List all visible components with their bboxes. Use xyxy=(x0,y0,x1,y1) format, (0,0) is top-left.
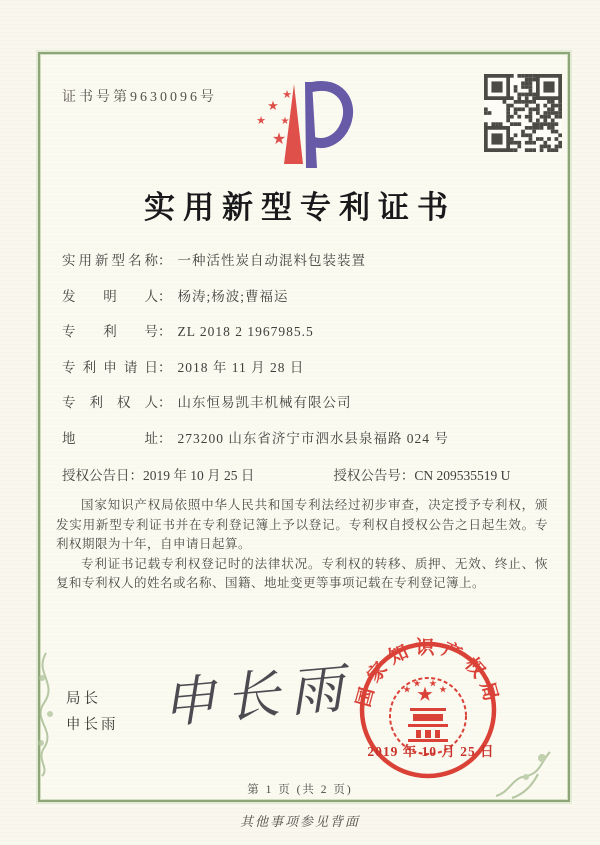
certificate-title: 实用新型专利证书 xyxy=(144,190,456,225)
seal-date: 2019 年 10 月 25 日 xyxy=(367,744,495,759)
svg-text:★: ★ xyxy=(280,116,290,127)
field-value: 杨涛;杨波;曹福运 xyxy=(177,288,289,304)
svg-text:★: ★ xyxy=(413,679,427,688)
field-colon: ： xyxy=(158,288,172,304)
official-seal-icon xyxy=(352,634,504,786)
field-label: 地址 xyxy=(62,430,158,446)
grant-number xyxy=(333,468,510,483)
field-utility-model-name xyxy=(62,250,542,286)
signer-block xyxy=(66,686,119,738)
grant-date xyxy=(62,464,330,484)
field-value: 2018 年 11 月 28 日 xyxy=(177,359,305,375)
field-label: 实用新型名称 xyxy=(62,253,158,268)
grant-number-label: 授权公告号 xyxy=(333,468,401,483)
svg-text:★: ★ xyxy=(271,131,287,148)
field-colon: ： xyxy=(400,468,415,483)
signature-handwriting: 申长雨 xyxy=(159,657,356,735)
cnipa-patent-logo-icon xyxy=(237,74,355,186)
svg-text:★: ★ xyxy=(429,679,443,688)
field-patentee xyxy=(62,392,542,428)
field-label: 专利权人 xyxy=(62,395,158,410)
field-patent-number xyxy=(62,321,542,357)
svg-text:★: ★ xyxy=(439,685,453,694)
field-colon: ： xyxy=(158,430,172,446)
back-side-note: 其他事项参见背面 xyxy=(239,814,360,829)
svg-text:★: ★ xyxy=(403,685,417,694)
seal-ring-text: 国家知识产权局 xyxy=(353,637,503,710)
certificate-number: 证书号第9630096号 xyxy=(62,90,217,105)
field-filing-date xyxy=(62,357,542,393)
svg-text:★: ★ xyxy=(256,115,266,127)
field-label: 专利号 xyxy=(62,324,158,339)
svg-text:★: ★ xyxy=(282,89,292,101)
field-label: 发明人 xyxy=(62,288,158,304)
svg-text:★: ★ xyxy=(417,685,439,704)
grant-date-value: 2019 年 10 月 25 日 xyxy=(143,468,255,483)
svg-text:★: ★ xyxy=(267,98,279,113)
field-colon: ： xyxy=(158,253,172,268)
certificate-fields xyxy=(62,250,542,463)
field-value: 273200 山东省济宁市泗水县泉福路 024 号 xyxy=(177,430,449,446)
paragraph-2: 专利证书记载专利权登记时的法律状况。专利权的转移、质押、无效、终止、恢复和专利权人的姓名或名称、国籍、地址变更等事项记载在专利登记簿上。 xyxy=(56,556,548,590)
field-address xyxy=(62,428,542,464)
legal-paragraphs xyxy=(56,496,548,594)
field-value: 一种活性炭自动混料包装装置 xyxy=(177,253,366,268)
field-colon: ： xyxy=(158,324,172,339)
grant-number-value: CN 209535519 U xyxy=(414,468,511,483)
signer-title: 局长 xyxy=(66,691,101,707)
field-label: 专利申请日 xyxy=(62,359,158,375)
field-inventor xyxy=(62,286,542,322)
field-colon: ： xyxy=(129,468,143,483)
field-colon: ： xyxy=(158,359,172,375)
qr-code-icon xyxy=(484,74,562,152)
field-colon: ： xyxy=(158,395,172,410)
corner-ornament-left-icon xyxy=(28,648,64,778)
signer-name: 申长雨 xyxy=(66,717,119,733)
field-value: 山东恒易凯丰机械有限公司 xyxy=(177,395,352,410)
page-number: 第 1 页 (共 2 页) xyxy=(247,784,353,796)
grant-row xyxy=(62,464,552,484)
grant-date-label: 授权公告日 xyxy=(62,468,130,483)
paragraph-1: 国家知识产权局依照中华人民共和国专利法经过初步审查，决定授予专利权，颁发实用新型专利证书并在专利登记簿上予以登记。专利权自授权公告之日起生效。专利权期限为十年，自申请日起算。 xyxy=(56,498,548,551)
field-value: ZL 2018 2 1967985.5 xyxy=(177,324,314,339)
